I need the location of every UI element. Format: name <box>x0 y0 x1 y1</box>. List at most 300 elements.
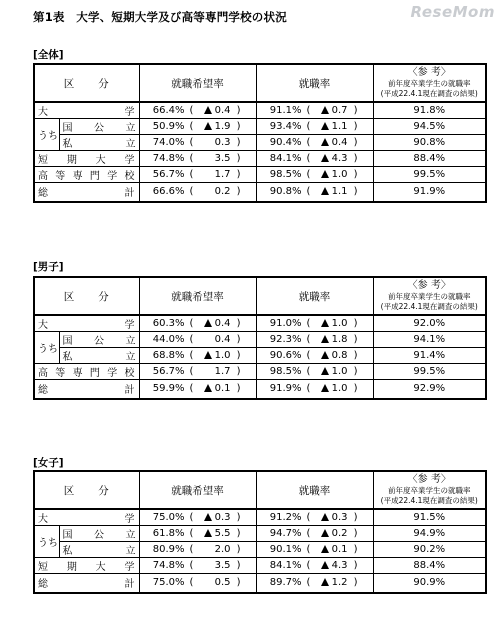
employment-value-box <box>257 510 373 525</box>
employment-rate: 98.5% <box>269 366 302 377</box>
employment-change <box>316 383 348 394</box>
reference-rate: 99.5% <box>373 167 486 183</box>
employment-rate: 90.4% <box>269 137 302 148</box>
job-seeking-rate: 59.9% <box>152 383 185 395</box>
row-label: 私 立 <box>59 348 139 364</box>
paren-open: ( <box>306 318 311 329</box>
header-reference <box>373 64 486 102</box>
job-seeking-rate: 74.8% <box>152 560 185 571</box>
paren-close: ) <box>353 105 358 116</box>
increase-triangle-icon <box>321 351 329 359</box>
employment-change <box>316 544 348 555</box>
employment-value-box <box>257 380 373 398</box>
employment-change <box>316 560 348 571</box>
job-seeking-change-value: 1.0 <box>214 350 231 361</box>
table-row <box>34 183 486 202</box>
paren-open: ( <box>306 153 311 164</box>
job-seeking-rate: 74.8% <box>152 153 185 164</box>
job-seeking-change <box>199 121 231 132</box>
paren-open: ( <box>306 512 311 523</box>
paren-open: ( <box>189 544 194 555</box>
increase-triangle-icon <box>321 335 329 343</box>
job-seeking-value-box <box>140 103 256 118</box>
job-seeking-cell <box>139 119 256 135</box>
header-row <box>34 471 486 509</box>
paren-open: ( <box>189 366 194 377</box>
job-seeking-cell <box>139 135 256 151</box>
increase-triangle-icon <box>321 367 329 375</box>
header-category: 区 分 <box>34 277 139 315</box>
section-label-female: [女子] <box>33 457 64 469</box>
reference-rate: 88.4% <box>373 558 486 574</box>
reference-rate: 90.2% <box>373 542 486 558</box>
employment-change-value: 4.3 <box>331 153 348 164</box>
header-employment-rate: 就職率 <box>256 277 373 315</box>
job-seeking-rate: 61.8% <box>152 528 185 539</box>
employment-change-value: 0.7 <box>331 105 348 116</box>
row-label: 短期大学 <box>34 558 139 574</box>
paren-close: ) <box>353 560 358 571</box>
reference-rate: 94.1% <box>373 332 486 348</box>
employment-value-box <box>257 151 373 166</box>
increase-triangle-icon <box>321 187 329 195</box>
paren-open: ( <box>189 577 194 589</box>
paren-close: ) <box>236 186 241 198</box>
row-label: 高等専門学校 <box>34 167 139 183</box>
job-seeking-change <box>199 560 231 571</box>
employment-change <box>316 366 348 377</box>
job-seeking-value-box <box>140 526 256 541</box>
reference-rate: 90.8% <box>373 135 486 151</box>
header-row <box>34 277 486 315</box>
row-label: 大 学 <box>34 509 139 526</box>
job-seeking-change <box>199 350 231 361</box>
employment-change-value: 0.3 <box>331 512 348 523</box>
job-seeking-change <box>199 334 231 345</box>
header-job-seeking-rate: 就職希望率 <box>139 471 256 509</box>
job-seeking-value-box <box>140 183 256 201</box>
job-seeking-value-box <box>140 316 256 331</box>
employment-cell <box>256 558 373 574</box>
job-seeking-change-value: 3.5 <box>214 153 231 164</box>
paren-close: ) <box>353 577 358 589</box>
row-label: 国公立 <box>59 526 139 542</box>
job-seeking-value-box <box>140 135 256 150</box>
job-seeking-rate: 80.9% <box>152 544 185 555</box>
paren-open: ( <box>306 186 311 198</box>
reference-rate: 91.4% <box>373 348 486 364</box>
job-seeking-change-value: 3.5 <box>214 560 231 571</box>
employment-cell <box>256 315 373 332</box>
job-seeking-change-value: 1.9 <box>214 121 231 132</box>
increase-triangle-icon <box>321 384 329 392</box>
job-seeking-rate: 60.3% <box>152 318 185 329</box>
paren-open: ( <box>306 105 311 116</box>
paren-open: ( <box>189 186 194 198</box>
paren-open: ( <box>189 169 194 180</box>
employment-cell <box>256 135 373 151</box>
job-seeking-cell <box>139 526 256 542</box>
paren-close: ) <box>353 350 358 361</box>
job-seeking-change-value: 0.4 <box>214 318 231 329</box>
employment-cell <box>256 542 373 558</box>
paren-open: ( <box>306 528 311 539</box>
job-seeking-cell <box>139 348 256 364</box>
paren-open: ( <box>189 528 194 539</box>
row-label: 総 計 <box>34 380 139 399</box>
job-seeking-change <box>199 137 231 148</box>
reference-line-1: 前年度卒業学生の就職率 <box>388 292 471 301</box>
employment-change-value: 1.1 <box>331 186 348 198</box>
table-row <box>34 332 486 348</box>
paren-open: ( <box>189 350 194 361</box>
job-seeking-value-box <box>140 364 256 379</box>
job-seeking-value-box <box>140 119 256 134</box>
job-seeking-change <box>199 528 231 539</box>
employment-cell <box>256 509 373 526</box>
employment-value-box <box>257 542 373 557</box>
reference-rate: 99.5% <box>373 364 486 380</box>
employment-value-box <box>257 364 373 379</box>
employment-value-box <box>257 119 373 134</box>
increase-triangle-icon <box>321 319 329 327</box>
table-male <box>33 276 487 400</box>
uchi-label: うち <box>34 119 59 151</box>
increase-triangle-icon <box>204 384 212 392</box>
employment-change <box>316 577 348 588</box>
table-row <box>34 526 486 542</box>
employment-cell <box>256 380 373 399</box>
job-seeking-value-box <box>140 542 256 557</box>
employment-value-box <box>257 348 373 363</box>
employment-change <box>316 105 348 116</box>
job-seeking-change <box>199 512 231 523</box>
job-seeking-change-value: 0.5 <box>214 577 231 589</box>
table-row <box>34 558 486 574</box>
paren-close: ) <box>236 350 241 361</box>
job-seeking-value-box <box>140 167 256 182</box>
paren-open: ( <box>306 560 311 571</box>
paren-close: ) <box>236 105 241 116</box>
employment-change-value: 0.4 <box>331 137 348 148</box>
job-seeking-cell <box>139 380 256 399</box>
employment-rate: 92.3% <box>269 334 302 345</box>
increase-triangle-icon <box>204 122 212 130</box>
job-seeking-change <box>199 383 231 394</box>
row-label: 国公立 <box>59 119 139 135</box>
paren-close: ) <box>353 334 358 345</box>
increase-triangle-icon <box>321 529 329 537</box>
job-seeking-change-value: 0.2 <box>214 186 231 198</box>
job-seeking-rate: 75.0% <box>152 577 185 589</box>
paren-close: ) <box>353 512 358 523</box>
paren-open: ( <box>189 105 194 116</box>
paren-close: ) <box>353 186 358 198</box>
employment-change-value: 0.2 <box>331 528 348 539</box>
resemom-logo: ReseMom <box>410 3 495 21</box>
employment-cell <box>256 151 373 167</box>
paren-close: ) <box>236 137 241 148</box>
employment-change-value: 1.0 <box>331 169 348 180</box>
reference-line-2: (平成22.4.1現在調査の結果) <box>380 302 478 311</box>
employment-cell <box>256 348 373 364</box>
table-row <box>34 315 486 332</box>
table-all <box>33 63 487 203</box>
job-seeking-change <box>199 577 231 588</box>
job-seeking-value-box <box>140 558 256 573</box>
paren-close: ) <box>236 577 241 589</box>
job-seeking-value-box <box>140 151 256 166</box>
increase-triangle-icon <box>204 529 212 537</box>
reference-rate: 94.5% <box>373 119 486 135</box>
paren-close: ) <box>353 169 358 180</box>
job-seeking-value-box <box>140 348 256 363</box>
job-seeking-change-value: 5.5 <box>214 528 231 539</box>
job-seeking-value-box <box>140 332 256 347</box>
employment-change <box>316 121 348 132</box>
job-seeking-change-value: 2.0 <box>214 544 231 555</box>
reference-rate: 94.9% <box>373 526 486 542</box>
job-seeking-rate: 56.7% <box>152 169 185 180</box>
employment-change-value: 1.1 <box>331 121 348 132</box>
paren-open: ( <box>306 121 311 132</box>
employment-rate: 93.4% <box>269 121 302 132</box>
paren-close: ) <box>353 528 358 539</box>
reference-rate: 91.5% <box>373 509 486 526</box>
paren-open: ( <box>189 121 194 132</box>
employment-change-value: 1.0 <box>331 366 348 377</box>
employment-change <box>316 528 348 539</box>
row-label: 総 計 <box>34 574 139 593</box>
job-seeking-change <box>199 105 231 116</box>
job-seeking-cell <box>139 102 256 119</box>
row-label: 短期大学 <box>34 151 139 167</box>
employment-change-value: 1.8 <box>331 334 348 345</box>
increase-triangle-icon <box>321 578 329 586</box>
reference-title: 〈参 考〉 <box>407 67 451 78</box>
paren-open: ( <box>189 153 194 164</box>
table-row <box>34 348 486 364</box>
job-seeking-rate: 44.0% <box>152 334 185 345</box>
table-female <box>33 470 487 594</box>
paren-close: ) <box>353 366 358 377</box>
employment-value-box <box>257 103 373 118</box>
job-seeking-value-box <box>140 510 256 525</box>
paren-close: ) <box>236 528 241 539</box>
employment-value-box <box>257 574 373 592</box>
increase-triangle-icon <box>321 561 329 569</box>
increase-triangle-icon <box>321 138 329 146</box>
paren-open: ( <box>189 334 194 345</box>
job-seeking-cell <box>139 542 256 558</box>
header-employment-rate: 就職率 <box>256 64 373 102</box>
increase-triangle-icon <box>321 106 329 114</box>
job-seeking-value-box <box>140 380 256 398</box>
job-seeking-rate: 66.6% <box>152 186 185 198</box>
increase-triangle-icon <box>204 513 212 521</box>
reference-rate: 90.9% <box>373 574 486 593</box>
reference-rate: 91.8% <box>373 102 486 119</box>
employment-cell <box>256 364 373 380</box>
employment-rate: 84.1% <box>269 153 302 164</box>
row-label: 私 立 <box>59 135 139 151</box>
employment-value-box <box>257 135 373 150</box>
paren-close: ) <box>236 318 241 329</box>
job-seeking-rate: 75.0% <box>152 512 185 523</box>
job-seeking-change <box>199 544 231 555</box>
table-row <box>34 167 486 183</box>
employment-value-box <box>257 526 373 541</box>
increase-triangle-icon <box>321 122 329 130</box>
increase-triangle-icon <box>321 513 329 521</box>
paren-close: ) <box>236 334 241 345</box>
increase-triangle-icon <box>204 319 212 327</box>
paren-open: ( <box>306 366 311 377</box>
section-label-all: [全体] <box>33 49 64 61</box>
paren-close: ) <box>236 383 241 395</box>
job-seeking-rate: 66.4% <box>152 105 185 116</box>
header-reference <box>373 471 486 509</box>
employment-cell <box>256 167 373 183</box>
reference-title: 〈参 考〉 <box>407 474 451 485</box>
employment-change <box>316 137 348 148</box>
paren-open: ( <box>189 383 194 395</box>
header-reference <box>373 277 486 315</box>
employment-value-box <box>257 167 373 182</box>
employment-change-value: 1.0 <box>331 318 348 329</box>
job-seeking-change <box>199 366 231 377</box>
employment-cell <box>256 102 373 119</box>
job-seeking-change <box>199 186 231 197</box>
employment-rate: 94.7% <box>269 528 302 539</box>
paren-close: ) <box>236 544 241 555</box>
section-label-male: [男子] <box>33 261 64 273</box>
employment-change-value: 1.2 <box>331 577 348 589</box>
job-seeking-cell <box>139 167 256 183</box>
employment-cell <box>256 332 373 348</box>
table-row <box>34 364 486 380</box>
header-job-seeking-rate: 就職希望率 <box>139 64 256 102</box>
paren-close: ) <box>353 137 358 148</box>
row-label: 私 立 <box>59 542 139 558</box>
table-row <box>34 380 486 399</box>
paren-close: ) <box>353 318 358 329</box>
row-label: 総 計 <box>34 183 139 202</box>
employment-rate: 90.1% <box>269 544 302 555</box>
reference-rate: 92.9% <box>373 380 486 399</box>
paren-open: ( <box>189 137 194 148</box>
paren-open: ( <box>306 544 311 555</box>
employment-change <box>316 153 348 164</box>
job-seeking-change <box>199 318 231 329</box>
job-seeking-change <box>199 153 231 164</box>
employment-change <box>316 318 348 329</box>
paren-close: ) <box>353 153 358 164</box>
job-seeking-cell <box>139 509 256 526</box>
header-row <box>34 64 486 102</box>
increase-triangle-icon <box>321 545 329 553</box>
employment-change <box>316 186 348 197</box>
employment-rate: 91.0% <box>269 318 302 329</box>
employment-rate: 89.7% <box>269 577 302 589</box>
employment-rate: 98.5% <box>269 169 302 180</box>
paren-close: ) <box>353 383 358 395</box>
job-seeking-cell <box>139 558 256 574</box>
paren-close: ) <box>353 121 358 132</box>
paren-open: ( <box>306 577 311 589</box>
row-label: 高等専門学校 <box>34 364 139 380</box>
paren-close: ) <box>236 366 241 377</box>
page-title: 第1表 大学、短期大学及び高等専門学校の状況 <box>33 10 287 24</box>
table-row <box>34 574 486 593</box>
table-row <box>34 102 486 119</box>
reference-title: 〈参 考〉 <box>407 280 451 291</box>
job-seeking-cell <box>139 183 256 202</box>
job-seeking-rate: 74.0% <box>152 137 185 148</box>
job-seeking-change-value: 0.1 <box>214 383 231 395</box>
paren-close: ) <box>236 169 241 180</box>
employment-change <box>316 334 348 345</box>
table-row <box>34 151 486 167</box>
reference-line-2: (平成22.4.1現在調査の結果) <box>380 89 478 98</box>
employment-value-box <box>257 332 373 347</box>
employment-change-value: 4.3 <box>331 560 348 571</box>
employment-change <box>316 512 348 523</box>
paren-open: ( <box>189 560 194 571</box>
increase-triangle-icon <box>321 154 329 162</box>
increase-triangle-icon <box>321 170 329 178</box>
job-seeking-cell <box>139 574 256 593</box>
paren-open: ( <box>306 137 311 148</box>
employment-rate: 84.1% <box>269 560 302 571</box>
row-label: 大 学 <box>34 315 139 332</box>
row-label: 国公立 <box>59 332 139 348</box>
paren-close: ) <box>236 153 241 164</box>
paren-open: ( <box>306 334 311 345</box>
header-job-seeking-rate: 就職希望率 <box>139 277 256 315</box>
job-seeking-cell <box>139 364 256 380</box>
employment-rate: 91.1% <box>269 105 302 116</box>
employment-rate: 90.8% <box>269 186 302 198</box>
job-seeking-rate: 68.8% <box>152 350 185 361</box>
employment-rate: 90.6% <box>269 350 302 361</box>
job-seeking-change-value: 0.4 <box>214 105 231 116</box>
reference-rate: 91.9% <box>373 183 486 202</box>
job-seeking-cell <box>139 151 256 167</box>
paren-close: ) <box>236 121 241 132</box>
paren-open: ( <box>189 512 194 523</box>
reference-line-1: 前年度卒業学生の就職率 <box>388 79 471 88</box>
job-seeking-change-value: 0.3 <box>214 137 231 148</box>
job-seeking-value-box <box>140 574 256 592</box>
employment-change <box>316 350 348 361</box>
job-seeking-change <box>199 169 231 180</box>
reference-line-1: 前年度卒業学生の就職率 <box>388 486 471 495</box>
employment-value-box <box>257 316 373 331</box>
job-seeking-cell <box>139 332 256 348</box>
job-seeking-rate: 56.7% <box>152 366 185 377</box>
table-row <box>34 135 486 151</box>
employment-cell <box>256 183 373 202</box>
employment-change-value: 1.0 <box>331 383 348 395</box>
paren-open: ( <box>189 318 194 329</box>
uchi-label: うち <box>34 332 59 364</box>
employment-value-box <box>257 183 373 201</box>
row-label: 大 学 <box>34 102 139 119</box>
job-seeking-change-value: 0.4 <box>214 334 231 345</box>
job-seeking-cell <box>139 315 256 332</box>
paren-open: ( <box>306 169 311 180</box>
